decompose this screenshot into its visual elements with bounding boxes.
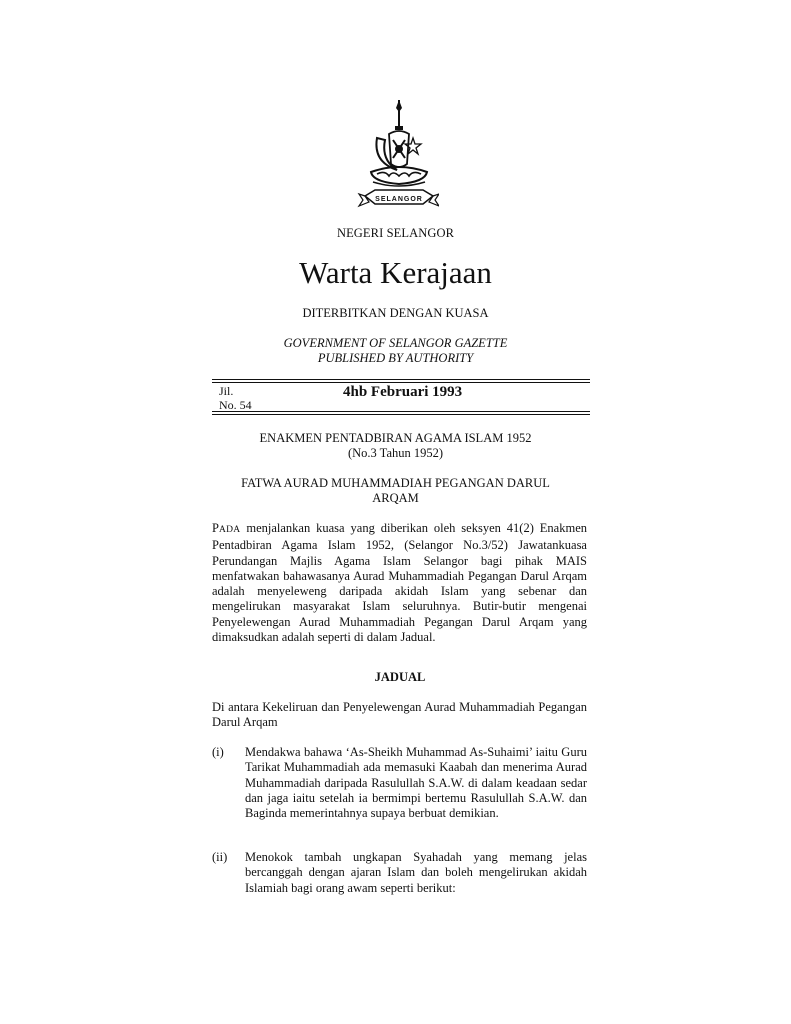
top-rule-2 [212, 382, 590, 383]
schedule-intro: Di antara Kekeliruan dan Penyelewengan Aurad Muhammadiah Pegangan Darul Arqam [212, 700, 587, 730]
issue-number: No. 54 [219, 398, 252, 412]
issue-date: 4hb Februari 1993 [343, 384, 463, 400]
english-subtitle-line2: PUBLISHED BY AUTHORITY [317, 351, 474, 365]
state-name: NEGERI SELANGOR [336, 226, 455, 240]
crest-banner-text: SELANGOR [375, 196, 423, 203]
enactment-heading [0, 431, 791, 461]
lead-small-caps: ADA [218, 525, 241, 535]
gazette-title: Warta Kerajaan [299, 255, 492, 290]
fatwa-title-line2: ARQAM [372, 491, 419, 505]
english-subtitle [0, 336, 791, 366]
english-subtitle-line1: GOVERNMENT OF SELANGOR GAZETTE [283, 336, 508, 350]
volume-block [219, 384, 252, 412]
list-item-number: (ii) [212, 850, 228, 864]
list-item-number: (i) [212, 745, 224, 759]
fatwa-heading [0, 476, 791, 506]
enactment-title: ENAKMEN PENTADBIRAN AGAMA ISLAM 1952 [259, 431, 532, 445]
published-by-authority-malay: DITERBITKAN DENGAN KUASA [302, 306, 489, 320]
bottom-rule-2 [212, 414, 590, 415]
list-item-text: Mendakwa bahawa ‘As-Sheikh Muhammad As-Suhaimi’ iaitu Guru Tarikat Muhammadiah ada memasuki Kaabah dan menerima Aurad Muhammadiah daripada Rasulullah S.A.W. di dalam keadaan sedar dan jaga iaitu setelah ia bermimpi bertemu Rasulullah S.A.W. dan Baginda memerintahnya supaya berbuat demikian. [245, 745, 587, 821]
main-paragraph: PADA menjalankan kuasa yang diberikan oleh seksyen 41(2) Enakmen Pentadbiran Agama Islam 1952, (Selangor No.3/52) Jawatankuasa Perundangan Majlis Agama Islam Selangor bagi pihak MAIS menfatwakan bahawasanya Aurad Muhammadiah Pegangan Darul Arqam adalah menyeleweng daripada akidah Islam yang sebenar dan mengelirukan masyarakat Islam seluruhnya. Butir-butir mengenai Penyelewengan Aurad Muhammadiah Pegangan Darul Arqam yang dimaksudkan adalah seperti di dalam Jadual. [212, 521, 587, 645]
main-paragraph-text: menjalankan kuasa yang diberikan oleh seksyen 41(2) Enakmen Pentadbiran Agama Islam 1952, (Selangor No.3/52) Jawatankuasa Perundangan Majlis Agama Islam Selangor bagi pihak MAIS menfatwakan bahawasanya Aurad Muhammadiah Pegangan Darul Arqam adalah menyeleweng daripada akidah Islam yang sebenar dan mengelirukan masyarakat Islam seluruhnya. Butir-butir mengenai Penyelewengan Aurad Muhammadiah Pegangan Darul Arqam yang dimaksudkan adalah seperti di dalam Jadual. [212, 521, 587, 645]
bottom-rule-1 [212, 411, 590, 412]
top-rule-1 [212, 379, 590, 380]
list-item-text: Menokok tambah ungkapan Syahadah yang memang jelas bercanggah dengan ajaran Islam dan boleh mengelirukan akidah Islamiah bagi orang awam seperti berikut: [245, 850, 587, 895]
enactment-number: (No.3 Tahun 1952) [347, 446, 444, 460]
fatwa-title-line1: FATWA AURAD MUHAMMADIAH PEGANGAN DARUL [241, 476, 550, 490]
volume-label: Jil. [219, 384, 234, 398]
schedule-heading: JADUAL [374, 670, 426, 684]
selangor-crest-emblem [355, 98, 439, 220]
